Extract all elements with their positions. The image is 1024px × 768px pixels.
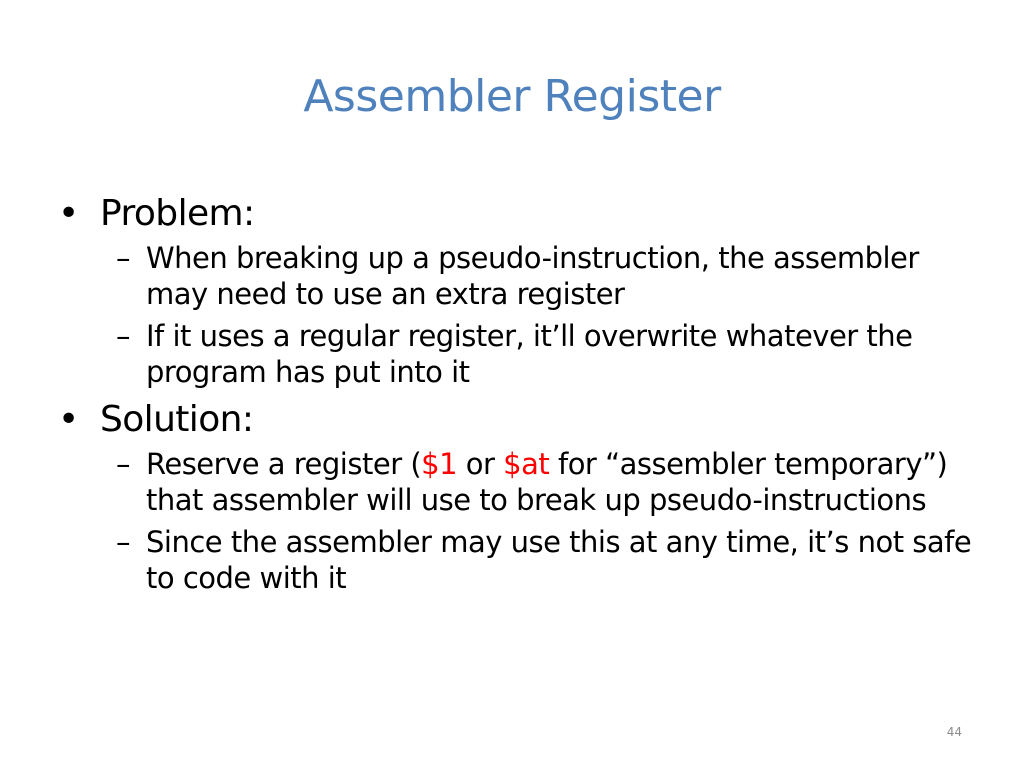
sub-bullet: [116, 446, 978, 518]
sub-bullet-text-part: for “assembler temporary”) that assembler will use to break up pseudo-instructions: [146, 447, 948, 517]
bullet-marker: •: [58, 193, 79, 234]
dash-marker: –: [116, 447, 130, 481]
bullet-problem: [58, 190, 978, 238]
bullet-label: Solution:: [100, 399, 254, 440]
sub-bullet: [116, 318, 978, 390]
slide-body: [58, 190, 978, 596]
sub-bullet-text: If it uses a regular register, it’ll overwrite whatever the program has put into it: [146, 319, 913, 389]
dash-marker: –: [116, 525, 130, 559]
sub-bullet: [116, 240, 978, 312]
sub-bullet-text-part: Reserve a register (: [146, 447, 422, 481]
sub-bullet-text-part: or: [457, 447, 504, 481]
bullet-marker: •: [58, 399, 79, 440]
page-number: 44: [946, 725, 962, 739]
bullet-label: Problem:: [100, 193, 255, 234]
register-name-highlight: $1: [421, 447, 458, 481]
sub-bullet-text: Since the assembler may use this at any time, it’s not safe to code with it: [146, 525, 972, 595]
sub-bullet-text: When breaking up a pseudo-instruction, the assembler may need to use an extra register: [146, 241, 919, 311]
dash-marker: –: [116, 319, 130, 353]
register-name-highlight: $at: [503, 447, 550, 481]
sub-bullet: [116, 524, 978, 596]
slide-title: Assembler Register: [303, 71, 721, 122]
bullet-solution: [58, 396, 978, 444]
dash-marker: –: [116, 241, 130, 275]
